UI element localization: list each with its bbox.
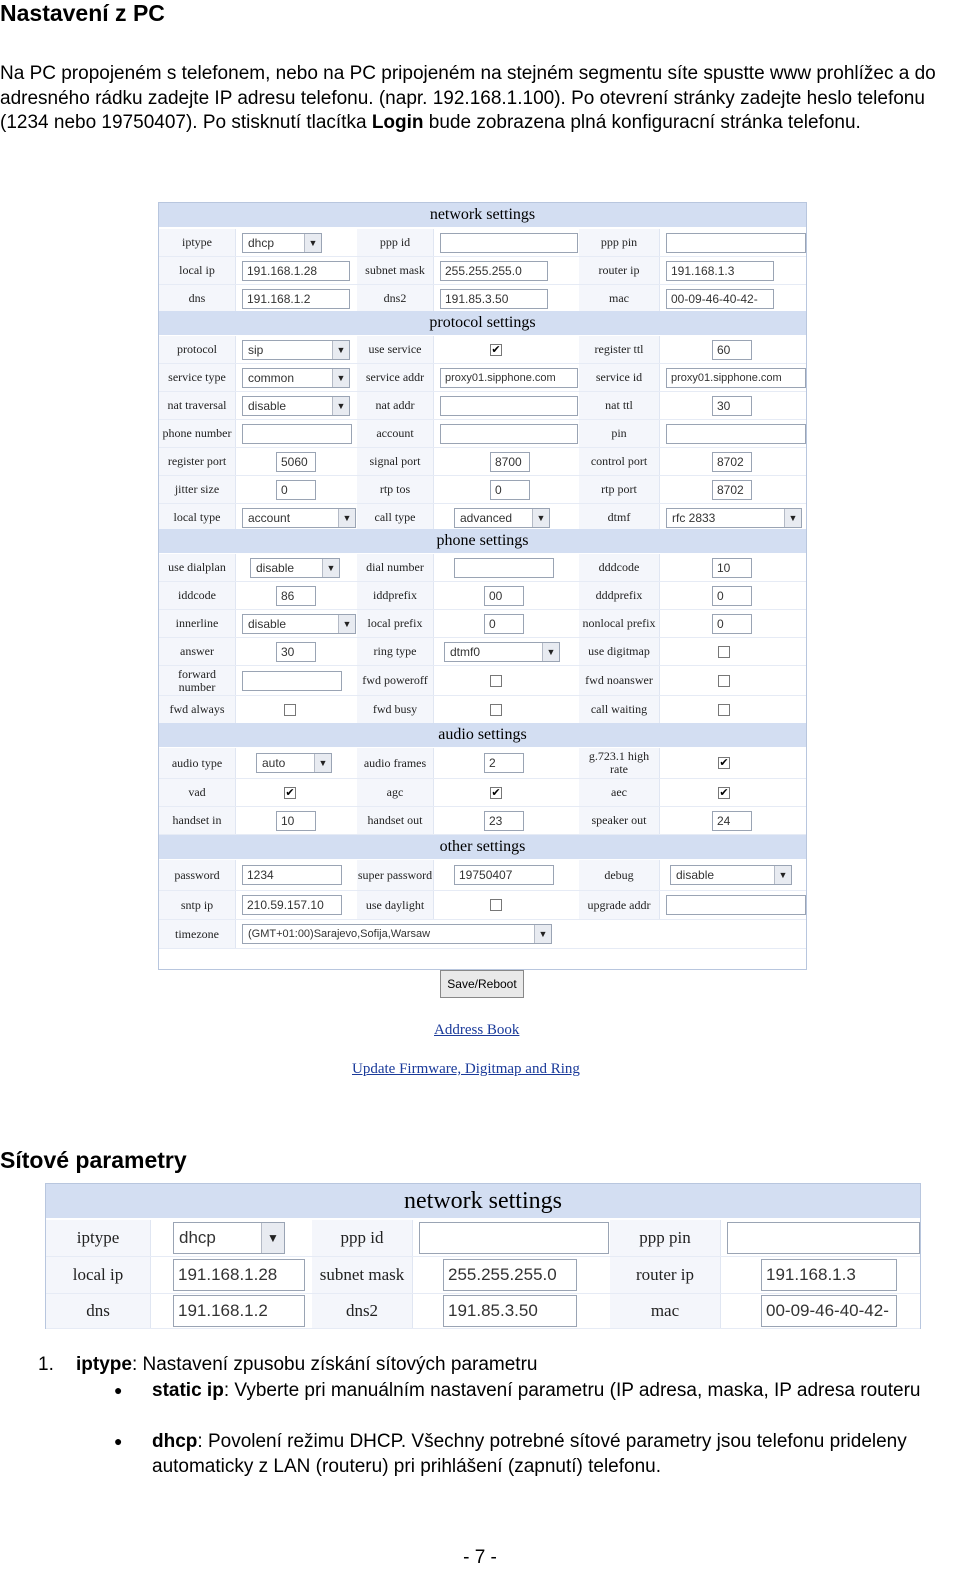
superpassword-input[interactable]: 19750407	[454, 865, 554, 885]
fwdnoanswer-checkbox[interactable]	[718, 675, 730, 687]
update-firmware-link[interactable]: Update Firmware, Digitmap and Ring	[352, 1061, 580, 1077]
router-label: router ip	[579, 257, 660, 284]
rtpport-input[interactable]: 8702	[712, 480, 752, 500]
protocol-row-4	[159, 420, 806, 448]
list-item-term: iptype	[76, 1354, 132, 1375]
usedaylight-label: use daylight	[357, 891, 434, 919]
g723-checkbox[interactable]: ✔	[719, 757, 729, 769]
iddprefix-label: iddprefix	[357, 582, 434, 609]
servicetype-select[interactable]: common ▼	[242, 368, 350, 388]
phone-row-1	[159, 554, 806, 582]
chevron-down-icon: ▼	[338, 615, 355, 633]
other-row-2	[159, 891, 806, 920]
calltype-select[interactable]: advanced ▼	[454, 508, 550, 528]
speakerout-label: speaker out	[579, 807, 660, 834]
phone-row-2	[159, 582, 806, 610]
network-settings-heading: network settings	[159, 203, 806, 227]
pppid-input[interactable]	[419, 1222, 609, 1254]
protocol-row-1	[159, 336, 806, 364]
intro-text-2: bude zobrazena plná konfiguracní stránka telefonu.	[423, 112, 861, 133]
sntpip-input[interactable]: 210.59.157.10	[242, 895, 342, 915]
bullet-icon: ●	[114, 1382, 123, 1398]
dddprefix-input[interactable]: 0	[712, 586, 752, 606]
audio-row-1	[159, 748, 806, 779]
chevron-down-icon: ▼	[532, 509, 549, 527]
usedialplan-select[interactable]: disable ▼	[250, 558, 340, 578]
iddprefix-input[interactable]: 00	[484, 586, 524, 606]
chevron-down-icon: ▼	[784, 509, 801, 527]
localip-label: local ip	[159, 257, 236, 284]
dddcode-input[interactable]: 10	[712, 558, 752, 578]
timezone-label: timezone	[159, 920, 236, 948]
router-input[interactable]: 191.168.1.3	[761, 1259, 897, 1291]
dns2-input[interactable]: 191.85.3.50	[443, 1295, 577, 1327]
agc-checkbox[interactable]: ✔	[491, 786, 501, 799]
phone-row-4	[159, 638, 806, 666]
subnet-input[interactable]: 255.255.255.0	[440, 261, 548, 281]
answer-input[interactable]: 30	[276, 642, 316, 662]
audio-settings-heading: audio settings	[159, 723, 806, 747]
other-row-3	[159, 920, 806, 949]
serviceid-input[interactable]: proxy01.sipphone.com	[666, 368, 806, 388]
signalport-input[interactable]: 8700	[490, 452, 530, 472]
handsetin-input[interactable]: 10	[276, 811, 316, 831]
list-item-term: static ip	[152, 1380, 224, 1401]
protocol-row-3	[159, 392, 806, 420]
agc-label: agc	[357, 779, 434, 806]
chevron-down-icon: ▼	[314, 754, 331, 772]
zoom-row-3	[46, 1294, 920, 1329]
fwdpoweroff-checkbox[interactable]	[490, 675, 502, 687]
protocol-row-6	[159, 476, 806, 504]
phone-row-3	[159, 610, 806, 638]
fwdalways-label: fwd always	[159, 696, 236, 723]
subnet-label: subnet mask	[357, 257, 434, 284]
phonenumber-input[interactable]	[242, 424, 352, 444]
network-row-2	[159, 257, 806, 285]
usedigitmap-checkbox[interactable]	[718, 646, 730, 658]
page-number: - 7 -	[463, 1547, 497, 1568]
nataddr-label: nat addr	[357, 392, 434, 419]
localip-input[interactable]: 191.168.1.28	[173, 1259, 305, 1291]
aec-checkbox[interactable]: ✔	[719, 786, 729, 799]
localprefix-input[interactable]: 0	[484, 614, 524, 634]
dns2-input[interactable]: 191.85.3.50	[440, 289, 548, 309]
chevron-down-icon: ▼	[322, 559, 339, 577]
g723-label: g.723.1 high rate	[579, 748, 660, 778]
pppid-input[interactable]	[440, 233, 578, 253]
dddcode-label: dddcode	[579, 554, 660, 581]
dddprefix-label: dddprefix	[579, 582, 660, 609]
zoom-row-2	[46, 1257, 920, 1294]
mac-value: 00-09-46-40-42-	[761, 1295, 897, 1327]
section-title: Sítové parametry	[0, 1147, 187, 1173]
protocol-row-7	[159, 504, 806, 532]
dtmf-label: dtmf	[579, 504, 660, 531]
chevron-down-icon: ▼	[534, 925, 551, 943]
ppppin-input[interactable]	[727, 1222, 920, 1254]
audiotype-select[interactable]: auto ▼	[256, 753, 332, 773]
usedigitmap-label: use digitmap	[579, 638, 660, 665]
list-item-text: : Nastavení zpusobu získání sítových parametru	[131, 1354, 538, 1375]
jittersize-input[interactable]: 0	[276, 480, 316, 500]
fwdnoanswer-label: fwd noanswer	[579, 666, 660, 695]
fwdalways-checkbox[interactable]	[284, 704, 296, 716]
phonenumber-label: phone number	[159, 420, 236, 447]
ringtype-select[interactable]: dtmf0 ▼	[444, 642, 560, 662]
chevron-down-icon: ▼	[332, 341, 349, 359]
registerport-input[interactable]: 5060	[276, 452, 316, 472]
vad-label: vad	[159, 779, 236, 806]
registerttl-input[interactable]: 60	[712, 340, 752, 360]
account-input[interactable]	[440, 424, 578, 444]
registerport-label: register port	[159, 448, 236, 475]
usedialplan-label: use dialplan	[159, 554, 236, 581]
subnet-input[interactable]: 255.255.255.0	[443, 1259, 577, 1291]
list-item-text: : Vyberte pri manuálním nastavení parametru (IP adresa, maska, IP adresa routeru	[223, 1380, 921, 1401]
chevron-down-icon: ▼	[261, 1223, 284, 1253]
phone-settings-heading: phone settings	[159, 529, 806, 553]
network-settings-zoom	[45, 1183, 921, 1329]
localprefix-label: local prefix	[357, 610, 434, 637]
natttl-label: nat ttl	[579, 392, 660, 419]
list-item-text: : Povolení režimu DHCP. Všechny potrebné sítové parametry jsou telefonu prideleny automaticky z LAN (routeru) pri prihlášení (zapnutí) telefonu.	[152, 1431, 907, 1477]
debug-select[interactable]: disable ▼	[670, 865, 792, 885]
speakerout-input[interactable]: 24	[712, 811, 752, 831]
useservice-label: use service	[357, 336, 434, 363]
handsetout-label: handset out	[357, 807, 434, 834]
fwdbusy-checkbox[interactable]	[490, 704, 502, 716]
page-title: Nastavení z PC	[0, 0, 165, 26]
nattraversal-label: nat traversal	[159, 392, 236, 419]
dtmf-select[interactable]: rfc 2833 ▼	[666, 508, 802, 528]
audioframes-label: audio frames	[357, 748, 434, 778]
intro-text-1: Na PC propojeném s telefonem, nebo na PC pripojeném na stejném segmentu síte spustte www prohlížec a do adresného rádku zadejte IP adresu telefonu. (napr. 192.168.1.100). Po otevrení stránky zadejte heslo telefonu (1234 nebo 19750407). Po stisknutí tlacítka	[0, 63, 936, 133]
dialnumber-label: dial number	[357, 554, 434, 581]
controlport-input[interactable]: 8702	[712, 452, 752, 472]
account-label: account	[357, 420, 434, 447]
aec-label: aec	[579, 779, 660, 806]
iptype-label: iptype	[46, 1220, 151, 1256]
network-settings-heading: network settings	[46, 1184, 920, 1218]
config-screenshot	[158, 202, 807, 970]
jittersize-label: jitter size	[159, 476, 236, 503]
protocol-settings-heading: protocol settings	[159, 311, 806, 335]
fwdbusy-label: fwd busy	[357, 696, 434, 723]
chevron-down-icon: ▼	[542, 643, 559, 661]
chevron-down-icon: ▼	[304, 234, 321, 252]
zoom-row-1	[46, 1220, 920, 1257]
iptype-select[interactable]: dhcp ▼	[242, 233, 322, 253]
intro-paragraph	[0, 62, 958, 136]
ppppin-label: ppp pin	[579, 229, 660, 256]
upgradeaddr-input[interactable]	[666, 895, 806, 915]
natttl-input[interactable]: 30	[712, 396, 752, 416]
upgradeaddr-label: upgrade addr	[579, 891, 660, 919]
useservice-checkbox[interactable]: ✔	[491, 343, 501, 356]
rtptos-label: rtp tos	[357, 476, 434, 503]
network-row-1	[159, 229, 806, 257]
controlport-label: control port	[579, 448, 660, 475]
dialnumber-input[interactable]	[454, 558, 554, 578]
localtype-select[interactable]: account ▼	[242, 508, 356, 528]
rtptos-input[interactable]: 0	[490, 480, 530, 500]
dns-label: dns	[46, 1294, 151, 1328]
pin-label: pin	[579, 420, 660, 447]
protocol-row-5	[159, 448, 806, 476]
chevron-down-icon: ▼	[338, 509, 355, 527]
nonlocalprefix-input[interactable]: 0	[712, 614, 752, 634]
callwaiting-label: call waiting	[579, 696, 660, 723]
signalport-label: signal port	[357, 448, 434, 475]
innerline-label: innerline	[159, 610, 236, 637]
bullet-icon: ●	[114, 1433, 123, 1449]
serviceaddr-input[interactable]: proxy01.sipphone.com	[440, 368, 578, 388]
protocol-select[interactable]: sip ▼	[242, 340, 350, 360]
other-row-1	[159, 860, 806, 891]
ppppin-input[interactable]	[666, 233, 806, 253]
superpassword-label: super password	[357, 860, 434, 890]
mac-value: 00-09-46-40-42-	[666, 289, 774, 309]
serviceaddr-label: service addr	[357, 364, 434, 391]
handsetin-label: handset in	[159, 807, 236, 834]
chevron-down-icon: ▼	[332, 369, 349, 387]
list-item-term: dhcp	[152, 1431, 198, 1452]
save-reboot-button[interactable]: Save/Reboot	[440, 970, 524, 998]
fwdpoweroff-label: fwd poweroff	[357, 666, 434, 695]
subnet-label: subnet mask	[312, 1257, 413, 1293]
pin-input[interactable]	[666, 424, 806, 444]
serviceid-label: service id	[579, 364, 660, 391]
nataddr-input[interactable]	[440, 396, 578, 416]
answer-label: answer	[159, 638, 236, 665]
chevron-down-icon: ▼	[332, 397, 349, 415]
audio-row-3	[159, 807, 806, 835]
innerline-select[interactable]: disable ▼	[242, 614, 356, 634]
password-input[interactable]: 1234	[242, 865, 342, 885]
registerttl-label: register ttl	[579, 336, 660, 363]
servicetype-label: service type	[159, 364, 236, 391]
pppid-label: ppp id	[357, 229, 434, 256]
protocol-row-2	[159, 364, 806, 392]
usedaylight-checkbox[interactable]	[490, 899, 502, 911]
other-settings-heading: other settings	[159, 835, 806, 859]
dns-input[interactable]: 191.168.1.2	[173, 1295, 305, 1327]
handsetout-input[interactable]: 23	[484, 811, 524, 831]
forwardnumber-input[interactable]	[242, 671, 342, 691]
audio-row-2	[159, 779, 806, 807]
phone-row-5	[159, 666, 806, 696]
dns2-label: dns2	[312, 1294, 413, 1328]
ringtype-label: ring type	[357, 638, 434, 665]
mac-label: mac	[579, 285, 660, 312]
dns2-label: dns2	[357, 285, 434, 312]
chevron-down-icon: ▼	[774, 866, 791, 884]
audioframes-input[interactable]: 2	[484, 753, 524, 773]
pppid-label: ppp id	[312, 1220, 413, 1256]
iddcode-input[interactable]: 86	[276, 586, 316, 606]
rtpport-label: rtp port	[579, 476, 660, 503]
list-number: 1.	[38, 1354, 54, 1375]
password-label: password	[159, 860, 236, 890]
dns-input[interactable]: 191.168.1.2	[242, 289, 350, 309]
nattraversal-select[interactable]: disable ▼	[242, 396, 350, 416]
protocol-label: protocol	[159, 336, 236, 363]
audiotype-label: audio type	[159, 748, 236, 778]
timezone-select[interactable]: (GMT+01:00)Sarajevo,Sofija,Warsaw ▼	[242, 924, 552, 944]
localip-label: local ip	[46, 1257, 151, 1293]
nonlocalprefix-label: nonlocal prefix	[579, 610, 660, 637]
sntpip-label: sntp ip	[159, 891, 236, 919]
localtype-label: local type	[159, 504, 236, 531]
forwardnumber-label: forward number	[159, 666, 236, 695]
debug-label: debug	[579, 860, 660, 890]
network-row-3	[159, 285, 806, 313]
router-input[interactable]: 191.168.1.3	[666, 261, 774, 281]
address-book-link[interactable]: Address Book	[434, 1022, 520, 1038]
localip-input[interactable]: 191.168.1.28	[242, 261, 350, 281]
callwaiting-checkbox[interactable]	[718, 704, 730, 716]
iptype-label: iptype	[159, 229, 236, 256]
iptype-select[interactable]: dhcp ▼	[173, 1222, 285, 1254]
router-label: router ip	[610, 1257, 721, 1293]
vad-checkbox[interactable]: ✔	[285, 786, 295, 799]
ppppin-label: ppp pin	[610, 1220, 721, 1256]
mac-label: mac	[610, 1294, 721, 1328]
phone-row-6	[159, 696, 806, 724]
calltype-label: call type	[357, 504, 434, 531]
intro-login-bold: Login	[371, 112, 424, 133]
dns-label: dns	[159, 285, 236, 312]
iddcode-label: iddcode	[159, 582, 236, 609]
